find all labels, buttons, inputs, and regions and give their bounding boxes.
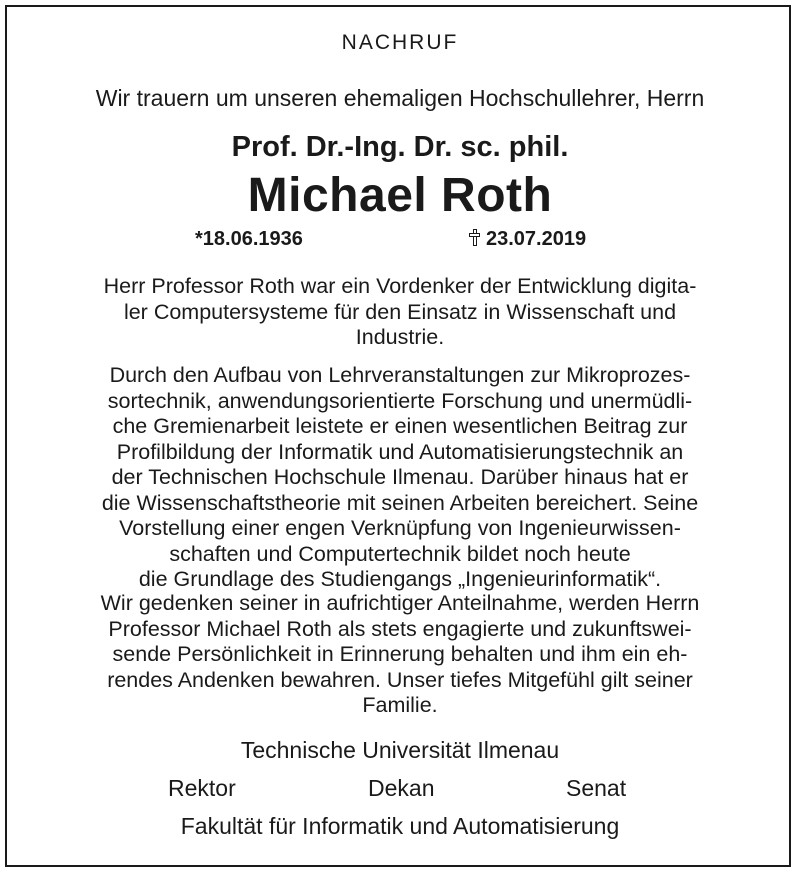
paragraph-line: die Grundlage des Studiengangs „Ingenieurinformatik“. bbox=[138, 567, 662, 591]
role-dekan: Dekan bbox=[368, 775, 435, 801]
death-date: 23.07.2019 bbox=[486, 228, 587, 250]
paragraph-line: Herr Professor Roth war ein Vordenker der Entwicklung digita- bbox=[103, 274, 697, 298]
faculty-name: Fakultät für Informatik und Automatisierung bbox=[180, 813, 620, 839]
death-date-wrapper bbox=[469, 228, 586, 251]
paragraph-2 bbox=[40, 363, 760, 593]
paragraph-3 bbox=[40, 591, 760, 719]
paragraph-line: sortechnik, anwendungsorientierte Forschung und unermüdli- bbox=[107, 388, 693, 413]
paragraph-line: schaften und Computertechnik bildet noch heute bbox=[169, 541, 631, 566]
role-rektor: Rektor bbox=[168, 775, 236, 801]
paragraph-line: Vorstellung einer engen Verknüpfung von Ingenieurwissen- bbox=[119, 516, 681, 540]
paragraph-line: Profilbildung der Informatik und Automatisierungstechnik an bbox=[116, 439, 684, 464]
paragraph-line: Industrie. bbox=[355, 325, 445, 349]
paragraph-line: ler Computersysteme für den Einsatz in Wissenschaft und bbox=[123, 299, 677, 324]
notice-heading: NACHRUF bbox=[341, 31, 459, 54]
paragraph-line: der Technischen Hochschule Ilmenau. Darüber hinaus hat er bbox=[111, 465, 689, 489]
paragraph-line: die Wissenschaftstheorie mit seinen Arbeiten bereichert. Seine bbox=[101, 490, 699, 515]
paragraph-line: Wir gedenken seiner in aufrichtiger Anteilnahme, werden Herrn bbox=[100, 591, 700, 615]
organization-name: Technische Universität Ilmenau bbox=[240, 737, 560, 763]
academic-title: Prof. Dr.-Ing. Dr. sc. phil. bbox=[231, 131, 569, 163]
cross-icon bbox=[469, 229, 480, 246]
role-senat: Senat bbox=[566, 775, 627, 801]
paragraph-line: Professor Michael Roth als stets engagierte und zukunftswei- bbox=[108, 616, 692, 641]
deceased-name: Michael Roth bbox=[247, 169, 553, 222]
paragraph-1 bbox=[40, 274, 760, 351]
birth-date: *18.06.1936 bbox=[195, 228, 303, 250]
paragraph-line: Familie. bbox=[362, 693, 438, 717]
paragraph-line: sende Persönlichkeit in Erinnerung behalten und ihm ein eh- bbox=[112, 642, 688, 666]
paragraph-line: che Gremienarbeit leistete er einen wesentlichen Beitrag zur bbox=[112, 414, 688, 438]
paragraph-line: Durch den Aufbau von Lehrveranstaltungen zur Mikroprozes- bbox=[109, 363, 691, 387]
notice-intro: Wir trauern um unseren ehemaligen Hochschullehrer, Herrn bbox=[95, 85, 705, 111]
paragraph-line: rendes Andenken bewahren. Unser tiefes Mitgefühl gilt seiner bbox=[107, 667, 693, 692]
